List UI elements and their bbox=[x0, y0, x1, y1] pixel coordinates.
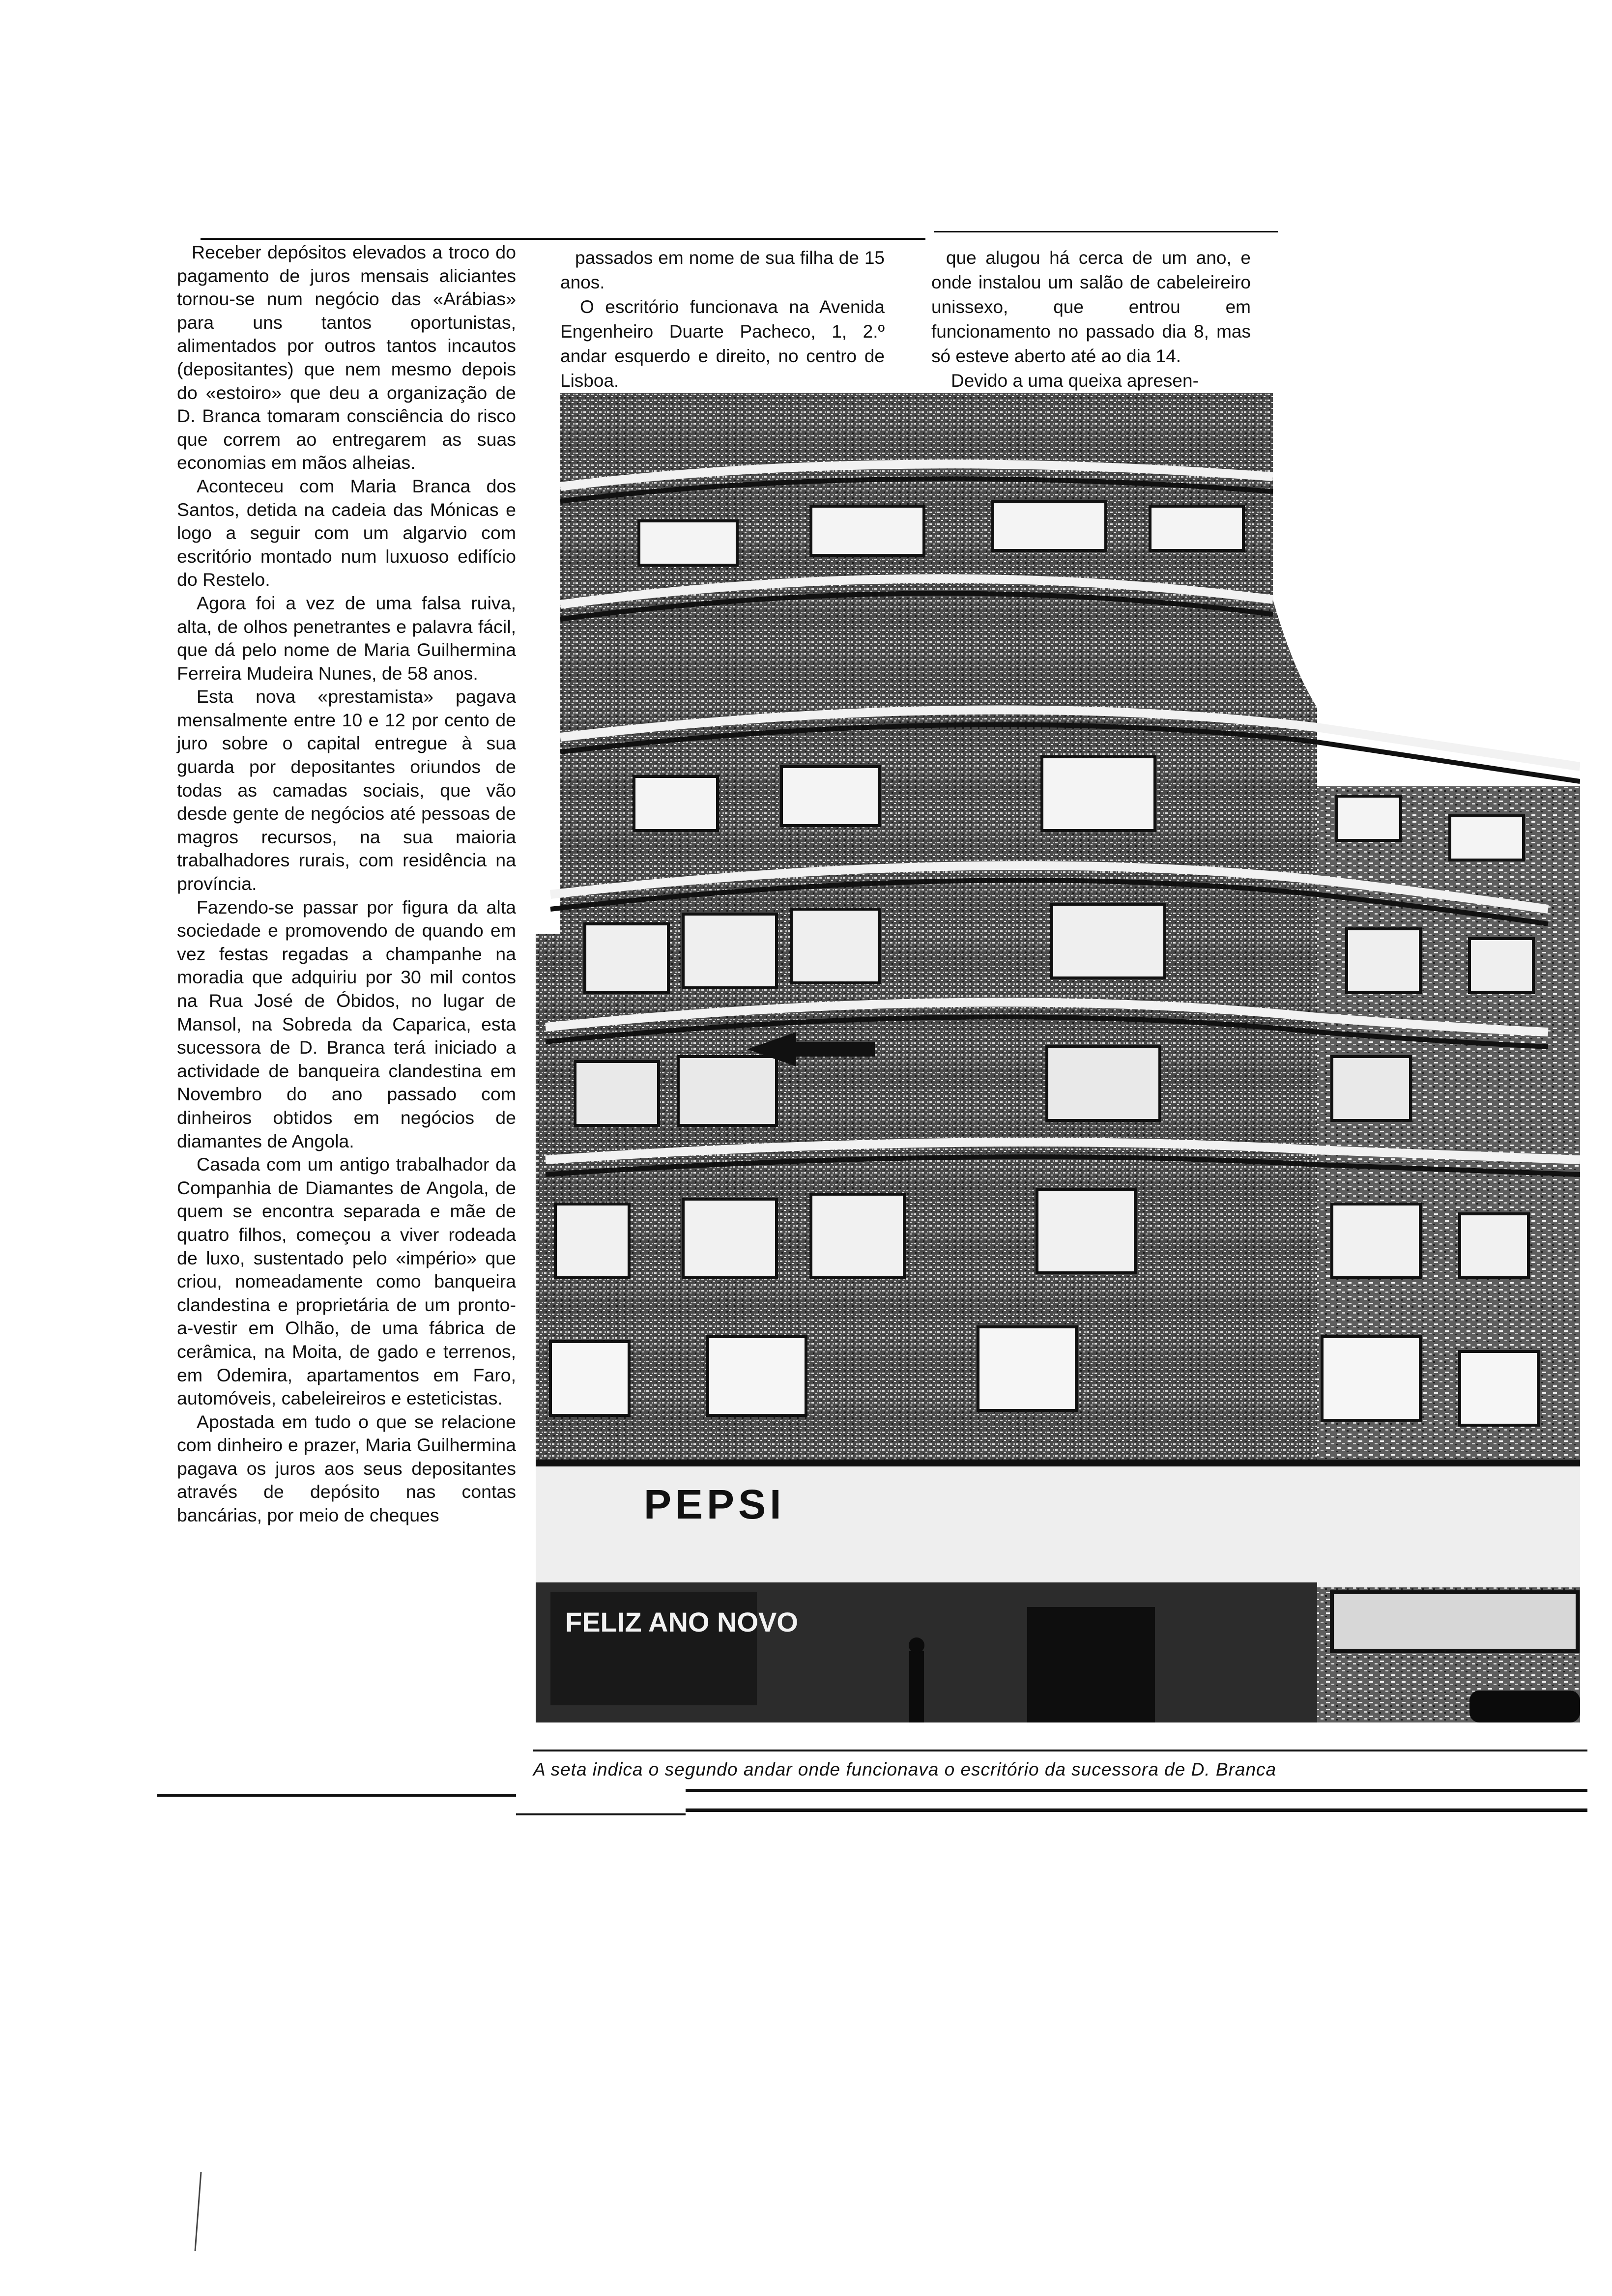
middle-paragraph-1: passados em nome de sua filha de 15 anos. bbox=[560, 248, 885, 292]
building-photo bbox=[536, 393, 1580, 1722]
right-paragraph-2: Devido a uma queixa apresen- bbox=[951, 371, 1199, 391]
photo-window-text: FELIZ ANO NOVO bbox=[565, 1607, 798, 1637]
article-right-column bbox=[931, 246, 1251, 393]
shop-sign-text: PEPSI bbox=[644, 1481, 785, 1527]
paragraph-3: Agora foi a vez de uma falsa ruiva, alta, de olhos penetrantes e palavra fácil, que dá pelo nome de Maria Guilhermina Ferreira Mudeira Nunes, de 58 anos. bbox=[177, 592, 516, 684]
bottom-rule-right-b bbox=[516, 1813, 686, 1815]
right-paragraph-1: que alugou há cerca de um ano, e onde instalou um salão de cabeleireiro unissexo, que entrou em funcionamento no passado dia 8, mas só esteve aberto até ao dia 14. bbox=[931, 248, 1251, 366]
paragraph-1: Receber depósitos elevados a troco do pagamento de juros mensais aliciantes tornou-se num negócio das «Arábias» para uns tantos oportunistas, alimentados por outros tantos incautos (depositantes) que nem mesmo depois do «estoiro» que deu a organização de D. Branca tomaram consciência do risco que correm ao entregarem as suas economias em mãos alheias. bbox=[177, 242, 516, 473]
bottom-rule-left-a bbox=[157, 1794, 516, 1797]
photo-caption: A seta indica o segundo andar onde funcionava o escritório da sucessora de D. Branca bbox=[533, 1759, 1277, 1779]
paragraph-5: Fazendo-se passar por figura da alta sociedade e promovendo de quando em vez festas regadas a champanhe na moradia que adquiriu por 30 mil contos na Rua José de Óbidos, no lugar de Mansol, na Sobreda da Caparica, esta sucessora de D. Branca terá iniciado a actividade de banqueira clandestina em Novembro do ano passado com dinheiros obtidos em negócios de diamantes de Angola. bbox=[177, 896, 516, 1151]
paragraph-6: Casada com um antigo trabalhador da Companhia de Diamantes de Angola, de quem se encontra separada e mãe de quatro filhos, começou a viver rodeada de luxo, sustentado pelo «império» que criou, nomeadamente como banqueira clandestina e proprietária de um pronto-a-vestir em Olhão, de uma fábrica de cerâmica, na Moita, de gado e terrenos, em Odemira, apartamentos em Faro, automóveis, cabeleireiros e esteticistas. bbox=[177, 1154, 516, 1409]
paragraph-2: Aconteceu com Maria Branca dos Santos, detida na cadeia das Mónicas e logo a seguir com um algarvio com escritório montado num luxuoso edifício do Restelo. bbox=[177, 475, 516, 590]
bottom-rule-right-c bbox=[686, 1808, 1587, 1812]
middle-paragraph-2: O escritório funcionava na Avenida Engenheiro Duarte Pacheco, 1, 2.º andar esquerdo e direito, no centro de Lisboa. bbox=[560, 297, 885, 391]
top-rule-right bbox=[934, 231, 1278, 232]
stray-pen-mark bbox=[193, 2172, 203, 2251]
bottom-rule-right-a bbox=[686, 1789, 1587, 1792]
caption-rule-top bbox=[533, 1750, 1587, 1751]
article-left-column bbox=[177, 241, 516, 1527]
article-middle-column bbox=[560, 246, 885, 393]
paragraph-4: Esta nova «prestamista» pagava mensalmente entre 10 e 12 por cento de juro sobre o capital entregue à sua guarda por depositantes oriundos de todas as camadas sociais, que vão desde gente de negócios até pessoas de magros recursos, na sua maioria trabalhadores rurais, com residência na província. bbox=[177, 686, 516, 894]
top-rule-left bbox=[201, 238, 925, 240]
paragraph-7: Apostada em tudo o que se relacione com dinheiro e prazer, Maria Guilhermina pagava os juros aos seus depositantes através de depósito nas contas bancárias, por meio de cheques bbox=[177, 1411, 516, 1526]
